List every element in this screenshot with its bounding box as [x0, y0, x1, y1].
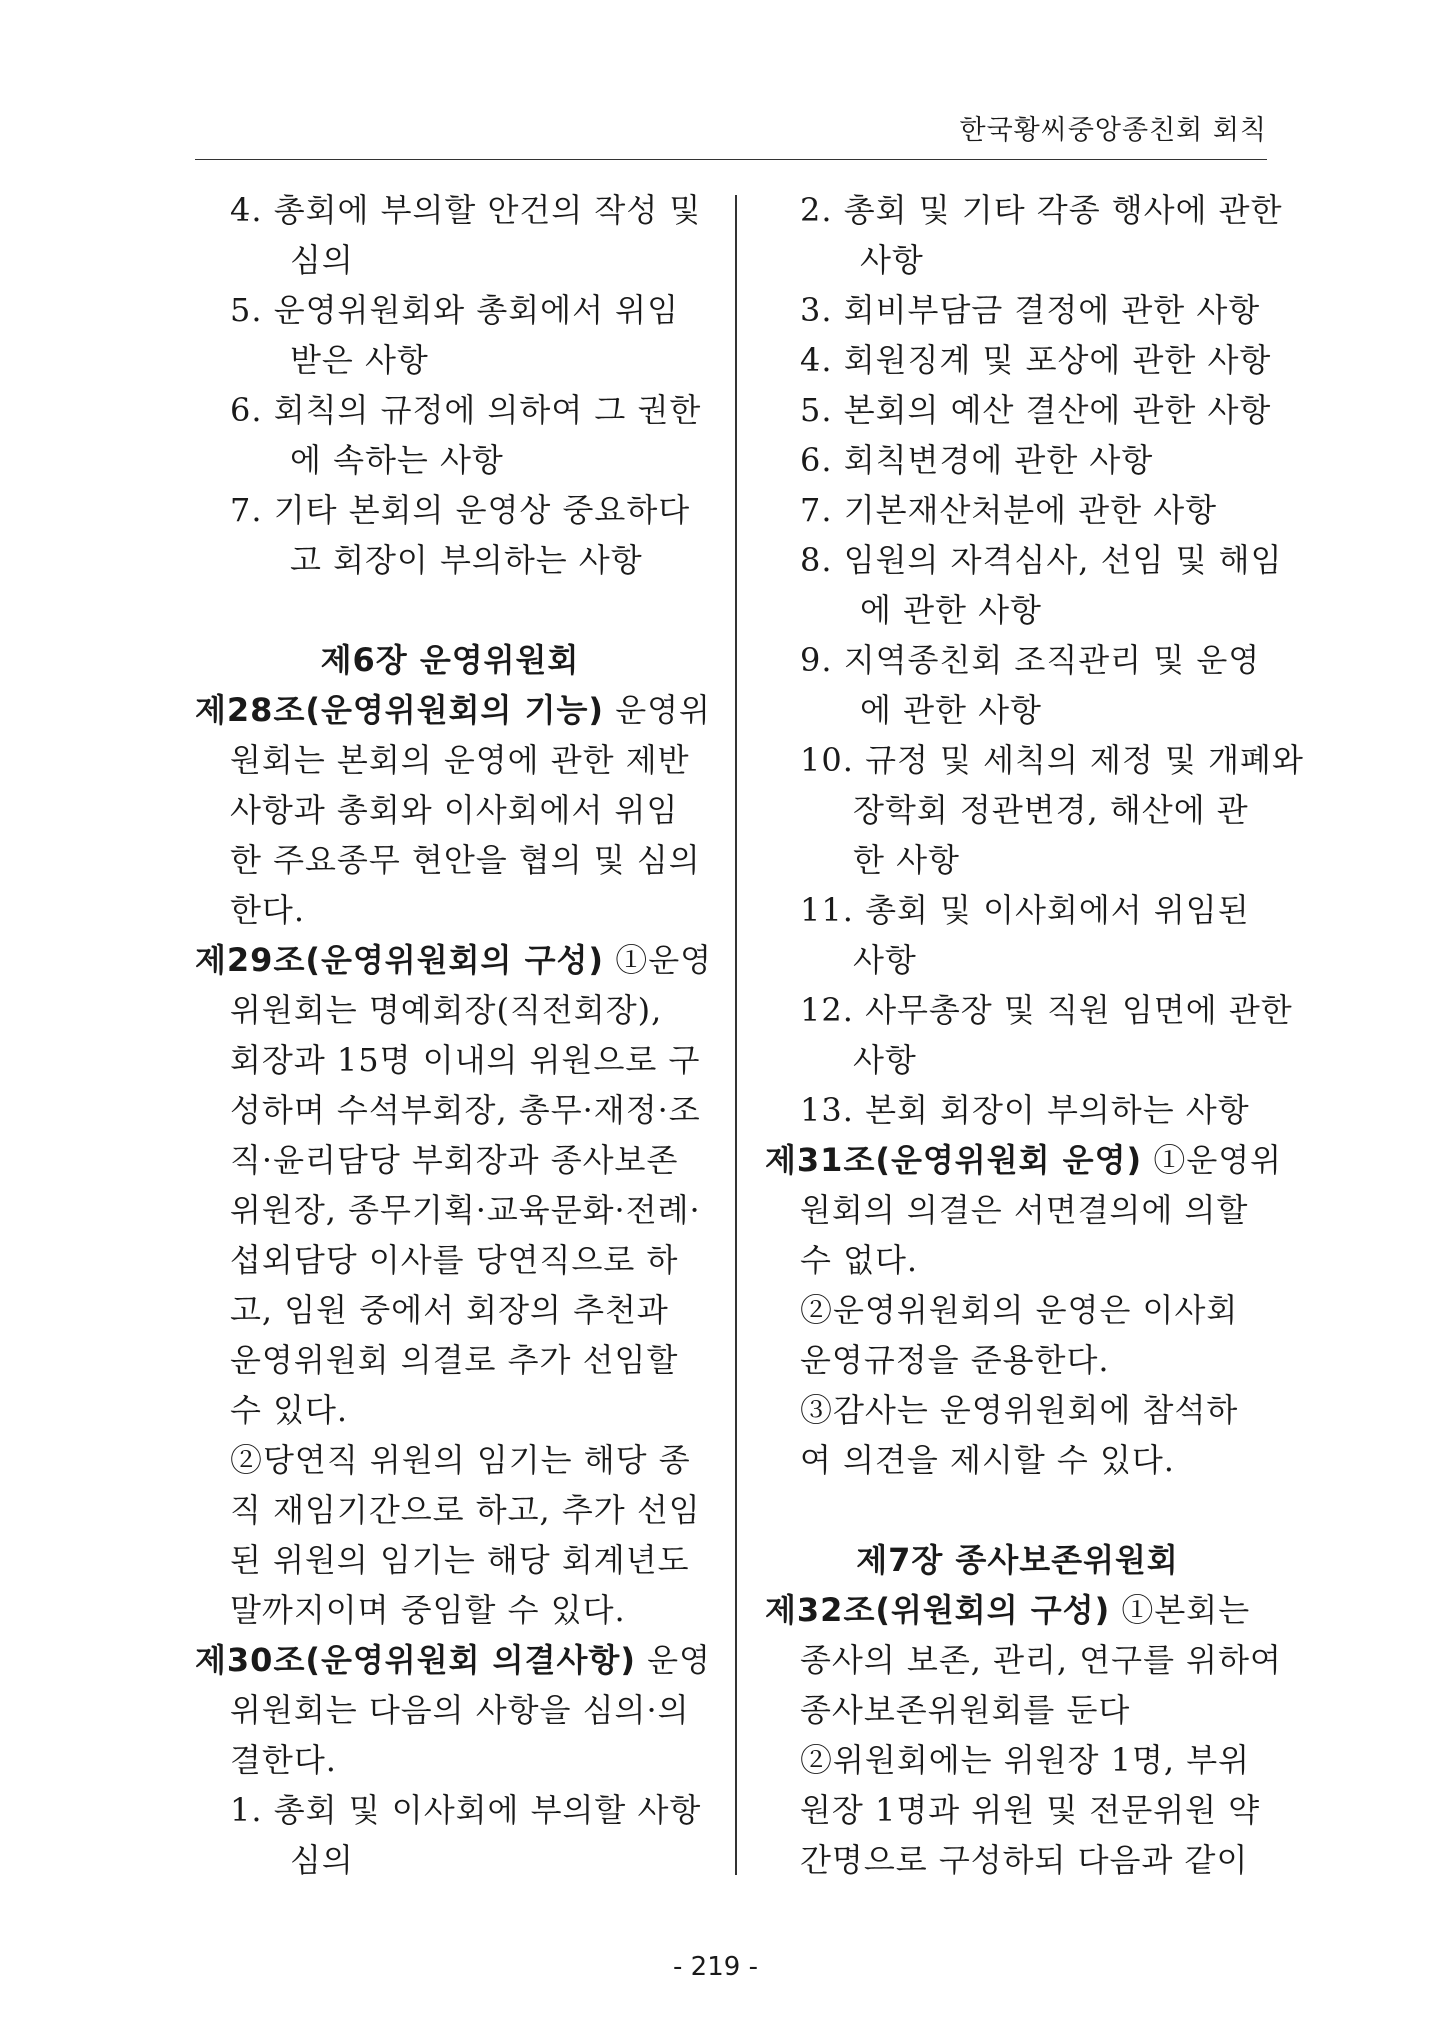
list-item-line: 12. 사무총장 및 직원 임면에 관한: [800, 991, 1293, 1029]
article-line: 직 재임기간으로 하고, 추가 선임: [230, 1491, 701, 1529]
article-title: 제32조(위원회의 구성): [765, 1591, 1111, 1629]
article-line: 운영위원회 의결로 추가 선임할: [230, 1341, 679, 1379]
article-line: 사항과 총회와 이사회에서 위임: [230, 791, 679, 829]
article-line: 수 있다.: [230, 1391, 349, 1429]
article-line: ③감사는 운영위원회에 참석하: [800, 1391, 1239, 1429]
article-30: [195, 1635, 711, 1885]
list-item-line: 11. 총회 및 이사회에서 위임된: [800, 891, 1250, 929]
list-item: 13. 본회 회장이 부의하는 사항: [800, 1091, 1250, 1129]
list-item-continuation: 심의: [290, 1841, 354, 1879]
article-lead-text: 운영위: [604, 691, 711, 729]
article-line: 한 주요종무 현안을 협의 및 심의: [230, 841, 701, 879]
article-31: [765, 1135, 1283, 1485]
list-item: [195, 285, 705, 385]
article-title: 제29조(운영위원회의 구성): [195, 941, 605, 979]
article-line: 한다.: [230, 891, 305, 929]
list-item-continuation: 장학회 정관변경, 해산에 관: [853, 791, 1249, 829]
article-line: 종사의 보존, 관리, 연구를 위하여: [800, 1641, 1282, 1679]
article-line: 된 위원의 임기는 해당 회계년도: [230, 1541, 690, 1579]
list-item-line: 5. 운영위원회와 총회에서 위임: [230, 291, 679, 329]
list-item-line: 6. 회칙의 규정에 의하여 그 권한: [230, 391, 702, 429]
list-item-continuation: 사항: [853, 941, 917, 979]
list-item: 6. 회칙변경에 관한 사항: [800, 441, 1154, 479]
article-line: 운영규정을 준용한다.: [800, 1341, 1110, 1379]
article-line: ②운영위원회의 운영은 이사회: [800, 1291, 1239, 1329]
list-item-line: 2. 총회 및 기타 각종 행사에 관한: [800, 191, 1283, 229]
list-item-continuation: 사항: [860, 241, 924, 279]
list-item-line: 4. 총회에 부의할 안건의 작성 및: [230, 191, 702, 229]
article-lead-text: ①본회는: [1110, 1591, 1251, 1629]
list-item: [195, 485, 705, 585]
article-line: 위원회는 다음의 사항을 심의·의: [230, 1691, 690, 1729]
article-line: 위원장, 종무기획·교육문화·전례·: [230, 1191, 701, 1229]
article-line: 여 의견을 제시할 수 있다.: [800, 1441, 1175, 1479]
list-item-continuation: 에 관한 사항: [860, 591, 1042, 629]
article-line: 직·윤리담당 부회장과 종사보존: [230, 1141, 679, 1179]
article-line: 위원회는 명예회장(직전회장),: [230, 991, 663, 1029]
chapter-heading: 제6장 운영위원회: [320, 641, 580, 679]
article-title: 제28조(운영위원회의 기능): [195, 691, 605, 729]
article-28: [195, 685, 711, 935]
article-29: [195, 935, 713, 1635]
list-item: [765, 985, 1293, 1085]
list-item: [765, 735, 1304, 885]
article-title: 제31조(운영위원회 운영): [765, 1141, 1143, 1179]
article-line: 간명으로 구성하되 다음과 같이: [800, 1841, 1249, 1879]
page-number: - 219 -: [673, 1952, 758, 1982]
article-line: 성하며 수석부회장, 총무·재정·조: [230, 1091, 701, 1129]
article-32: [765, 1585, 1282, 1885]
article-title: 제30조(운영위원회 의결사항): [195, 1641, 636, 1679]
list-item-line: 10. 규정 및 세칙의 제정 및 개폐와: [800, 741, 1304, 779]
article-line: 고, 임원 중에서 회장의 추천과: [230, 1291, 669, 1329]
list-item-continuation: 고 회장이 부의하는 사항: [290, 541, 643, 579]
list-item: [765, 535, 1283, 635]
chapter-heading: 제7장 종사보존위원회: [856, 1541, 1179, 1579]
article-line: 섭외담당 이사를 당연직으로 하: [230, 1241, 679, 1279]
list-item-line: 8. 임원의 자격심사, 선임 및 해임: [800, 541, 1283, 579]
column-divider: [735, 195, 737, 1875]
list-item: [765, 885, 1270, 985]
article-line: 원회의 의결은 서면결의에 의할: [800, 1191, 1249, 1229]
list-item-continuation: 에 속하는 사항: [290, 441, 504, 479]
article-line: 말까지이며 중임할 수 있다.: [230, 1591, 626, 1629]
list-item: 5. 본회의 예산 결산에 관한 사항: [800, 391, 1272, 429]
list-item: 4. 회원징계 및 포상에 관한 사항: [800, 341, 1272, 379]
list-item-line: 9. 지역종친회 조직관리 및 운영: [800, 641, 1261, 679]
list-item-continuation: 사항: [853, 1041, 917, 1079]
list-item: [195, 385, 705, 485]
article-line: ②위원회에는 위원장 1명, 부위: [800, 1741, 1251, 1779]
list-item-line: 7. 기타 본회의 운영상 중요하다: [230, 491, 691, 529]
article-lead-text: 운영: [635, 1641, 711, 1679]
article-lead-text: ①운영: [604, 941, 713, 979]
list-item: 7. 기본재산처분에 관한 사항: [800, 491, 1218, 529]
article-line: 결한다.: [230, 1741, 337, 1779]
list-item: [765, 185, 1283, 285]
list-item-continuation: 한 사항: [853, 841, 960, 879]
list-item: [765, 635, 1270, 735]
right-column: [765, 185, 1304, 1885]
article-lead-text: ①운영위: [1142, 1141, 1283, 1179]
running-header: 한국황씨중앙종친회 회칙: [195, 108, 1267, 160]
left-column: [195, 185, 713, 1885]
article-line: 수 없다.: [800, 1241, 919, 1279]
article-line: 종사보존위원회를 둔다: [800, 1691, 1131, 1729]
list-item-line: 1. 총회 및 이사회에 부의할 사항: [230, 1791, 702, 1829]
article-line: 원회는 본회의 운영에 관한 제반: [230, 741, 690, 779]
list-item: 3. 회비부담금 결정에 관한 사항: [800, 291, 1261, 329]
list-item: [195, 185, 705, 285]
article-line: ②당연직 위원의 임기는 해당 종: [230, 1441, 691, 1479]
article-line: 원장 1명과 위원 및 전문위원 약: [800, 1791, 1261, 1829]
article-line: 회장과 15명 이내의 위원으로 구: [230, 1041, 701, 1079]
list-item-continuation: 에 관한 사항: [860, 691, 1042, 729]
list-item-continuation: 받은 사항: [290, 341, 429, 379]
list-item-continuation: 심의: [290, 241, 354, 279]
